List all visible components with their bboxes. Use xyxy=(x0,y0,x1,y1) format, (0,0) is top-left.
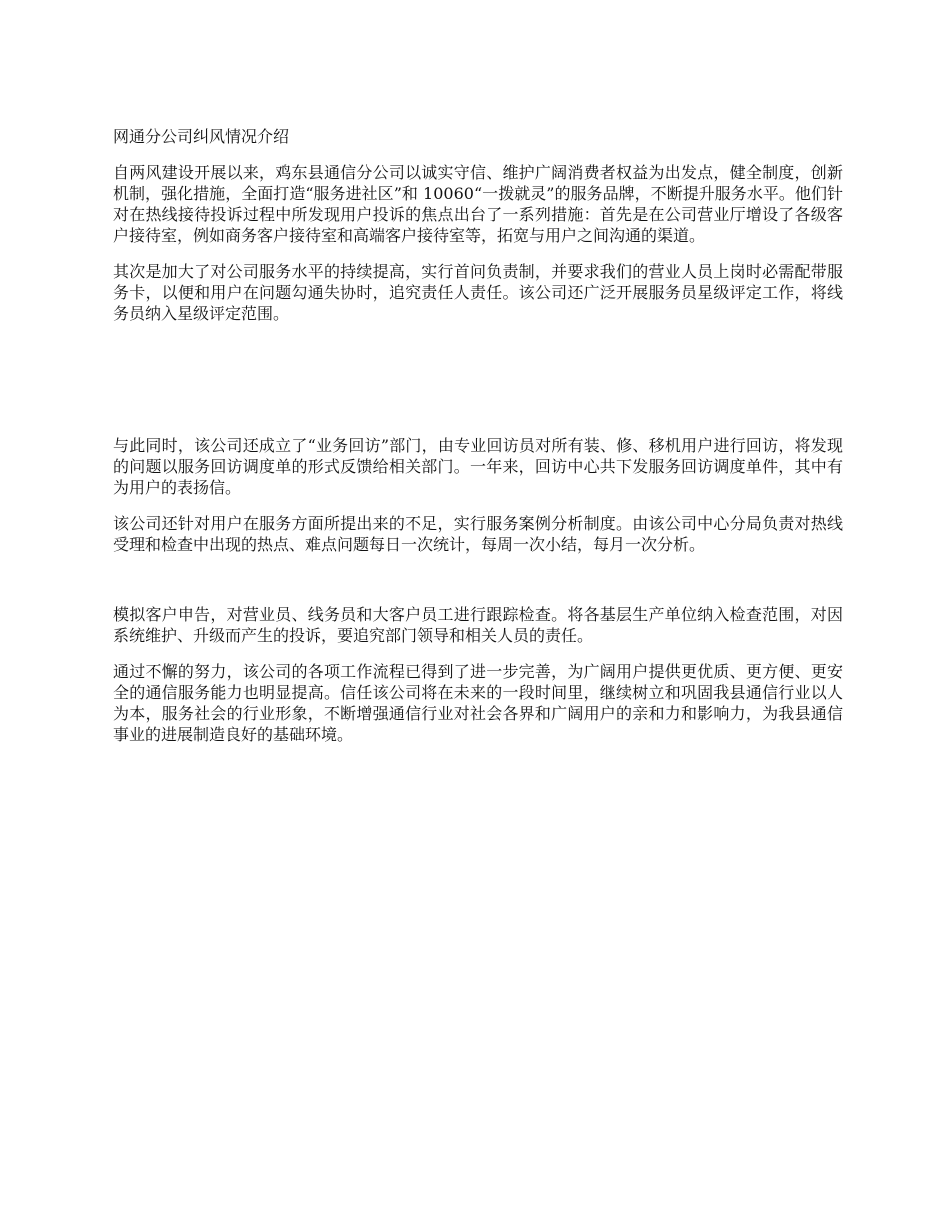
paragraph-1: 自两风建设开展以来，鸡东县通信分公司以诚实守信、维护广阔消费者权益为出发点，健全制度，创新机制，强化措施，全面打造“服务进社区”和 10060“一拨就灵”的服务品牌，不断提升服务水平。他们针对在热线接待投诉过程中所发现用户投诉的焦点出台了一系列措施：首先是在公司营业厅增设了各级客户接待室，例如商务客户接待室和高端客户接待室等，拓宽与用户之间沟通的渠道。 xyxy=(113,163,843,245)
blank-space xyxy=(113,339,843,435)
document-body xyxy=(113,126,843,760)
paragraph-4: 该公司还针对用户在服务方面所提出来的不足，实行服务案例分析制度。由该公司中心分局负责对热线受理和检查中出现的热点、难点问题每日一次统计，每周一次小结，每月一次分析。 xyxy=(113,514,843,554)
paragraph-2: 其次是加大了对公司服务水平的持续提高，实行首问负责制，并要求我们的营业人员上岗时必需配带服务卡，以便和用户在问题勾通失协时，追究责任人责任。该公司还广泛开展服务员星级评定工作，将线务员纳入星级评定范围。 xyxy=(113,262,843,323)
document-title: 网通分公司纠风情况介绍 xyxy=(113,127,290,146)
paragraph-3: 与此同时，该公司还成立了“业务回访”部门，由专业回访员对所有装、修、移机用户进行回访，将发现的问题以服务回访调度单的形式反馈给相关部门。一年来，回访中心共下发服务回访调度单件，其中有为用户的表扬信。 xyxy=(113,436,843,497)
paragraph-5: 模拟客户申告，对营业员、线务员和大客户员工进行跟踪检查。将各基层生产单位纳入检查范围，对因系统维护、升级而产生的投诉，要追究部门领导和相关人员的责任。 xyxy=(113,605,843,645)
paragraph-6: 通过不懈的努力，该公司的各项工作流程已得到了进一步完善，为广阔用户提供更优质、更方便、更安全的通信服务能力也明显提高。信任该公司将在未来的一段时间里，继续树立和巩固我县通信行业以人为本，服务社会的行业形象，不断增强通信行业对社会各界和广阔用户的亲和力和影响力，为我县通信事业的进展制造良好的基础环境。 xyxy=(113,662,843,744)
blank-space xyxy=(113,570,843,604)
